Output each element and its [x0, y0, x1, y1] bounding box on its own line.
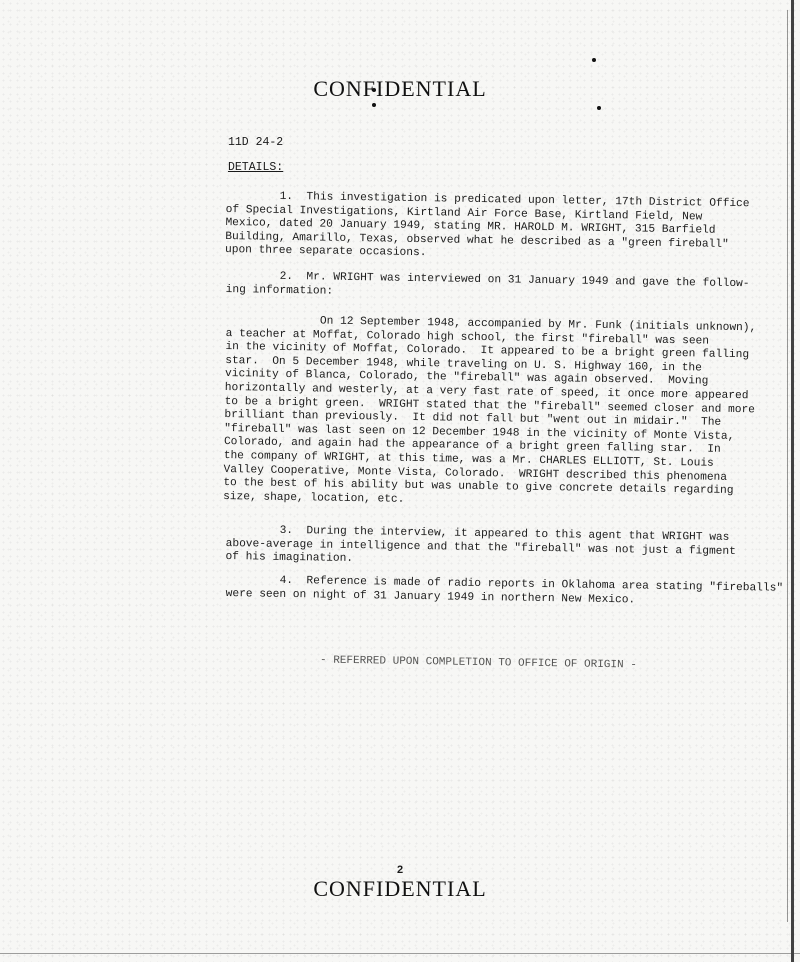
- punch-mark: [592, 58, 596, 62]
- paragraph-1: 1. This investigation is predicated upon letter, 17th District Office of Special Investigations, Kirtland Air Force Base, Kirtland Field, New Mexico, dated 20 January 1949, stating MR. HAROLD M. WRIGHT, 315 Barfield Building, Amarillo, Texas, observed what he described as a "green fireball" upon three separate occasions.: [224, 190, 750, 260]
- referral-note: - REFERRED UPON COMPLETION TO OFFICE OF ORIGIN -: [319, 654, 637, 672]
- classification-footer: CONFIDENTIAL: [313, 876, 487, 901]
- scan-edge-bottom: [0, 953, 800, 954]
- scan-edge-right: [791, 0, 794, 962]
- page-number: 2: [396, 864, 404, 876]
- file-reference: 11D 24-2: [228, 136, 284, 149]
- paragraph-3: On 12 September 1948, accompanied by Mr. Funk (initials unknown), a teacher at Moffat, Colorado high school, the first "fireball" was seen in the vicinity of Moffat, Colorado. It appeared to be a bright green falling star. On 5 December 1948, while traveling on U. S. Highway 160, in the vicinity of Blanca, Colorado, the "fireball" was again observed. Moving horizontally and westerly, at a very fast rate of speed, it once more appeared to be a bright green. WRIGHT stated that the "fireball" seemed closer and more brilliant than previously. It did not fall but "went out in midair." The "fireball" was last seen on 12 December 1948 in the vicinity of Monte Vista, Colorado, and again had the appearance of a bright green falling star. In the company of WRIGHT, at this time, was a Mr. CHARLES ELLIOTT, St. Louis Valley Cooperative, Monte Vista, Colorado. WRIGHT described this phenomena to the best of his ability but was unable to give concrete details regarding size, shape, location, etc.: [223, 314, 757, 506]
- paragraph-4: 3. During the interview, it appeared to this agent that WRIGHT was above-average in intelligence and that the "fireball" was not just a figment of his imagination.: [225, 524, 736, 566]
- punch-mark: [597, 106, 601, 110]
- details-heading: DETAILS:: [228, 161, 284, 174]
- paragraph-2: 2. Mr. WRIGHT was interviewed on 31 January 1949 and gave the follow- ing information:: [225, 270, 750, 298]
- classification-header: CONFIDENTIAL: [313, 76, 487, 101]
- paragraph-5: 4. Reference is made of radio reports in Oklahoma area stating "fireballs" were seen on night of 31 January 1949 in northern New Mexico.: [225, 574, 784, 607]
- punch-mark: [372, 103, 376, 107]
- scan-edge-line: [787, 10, 788, 922]
